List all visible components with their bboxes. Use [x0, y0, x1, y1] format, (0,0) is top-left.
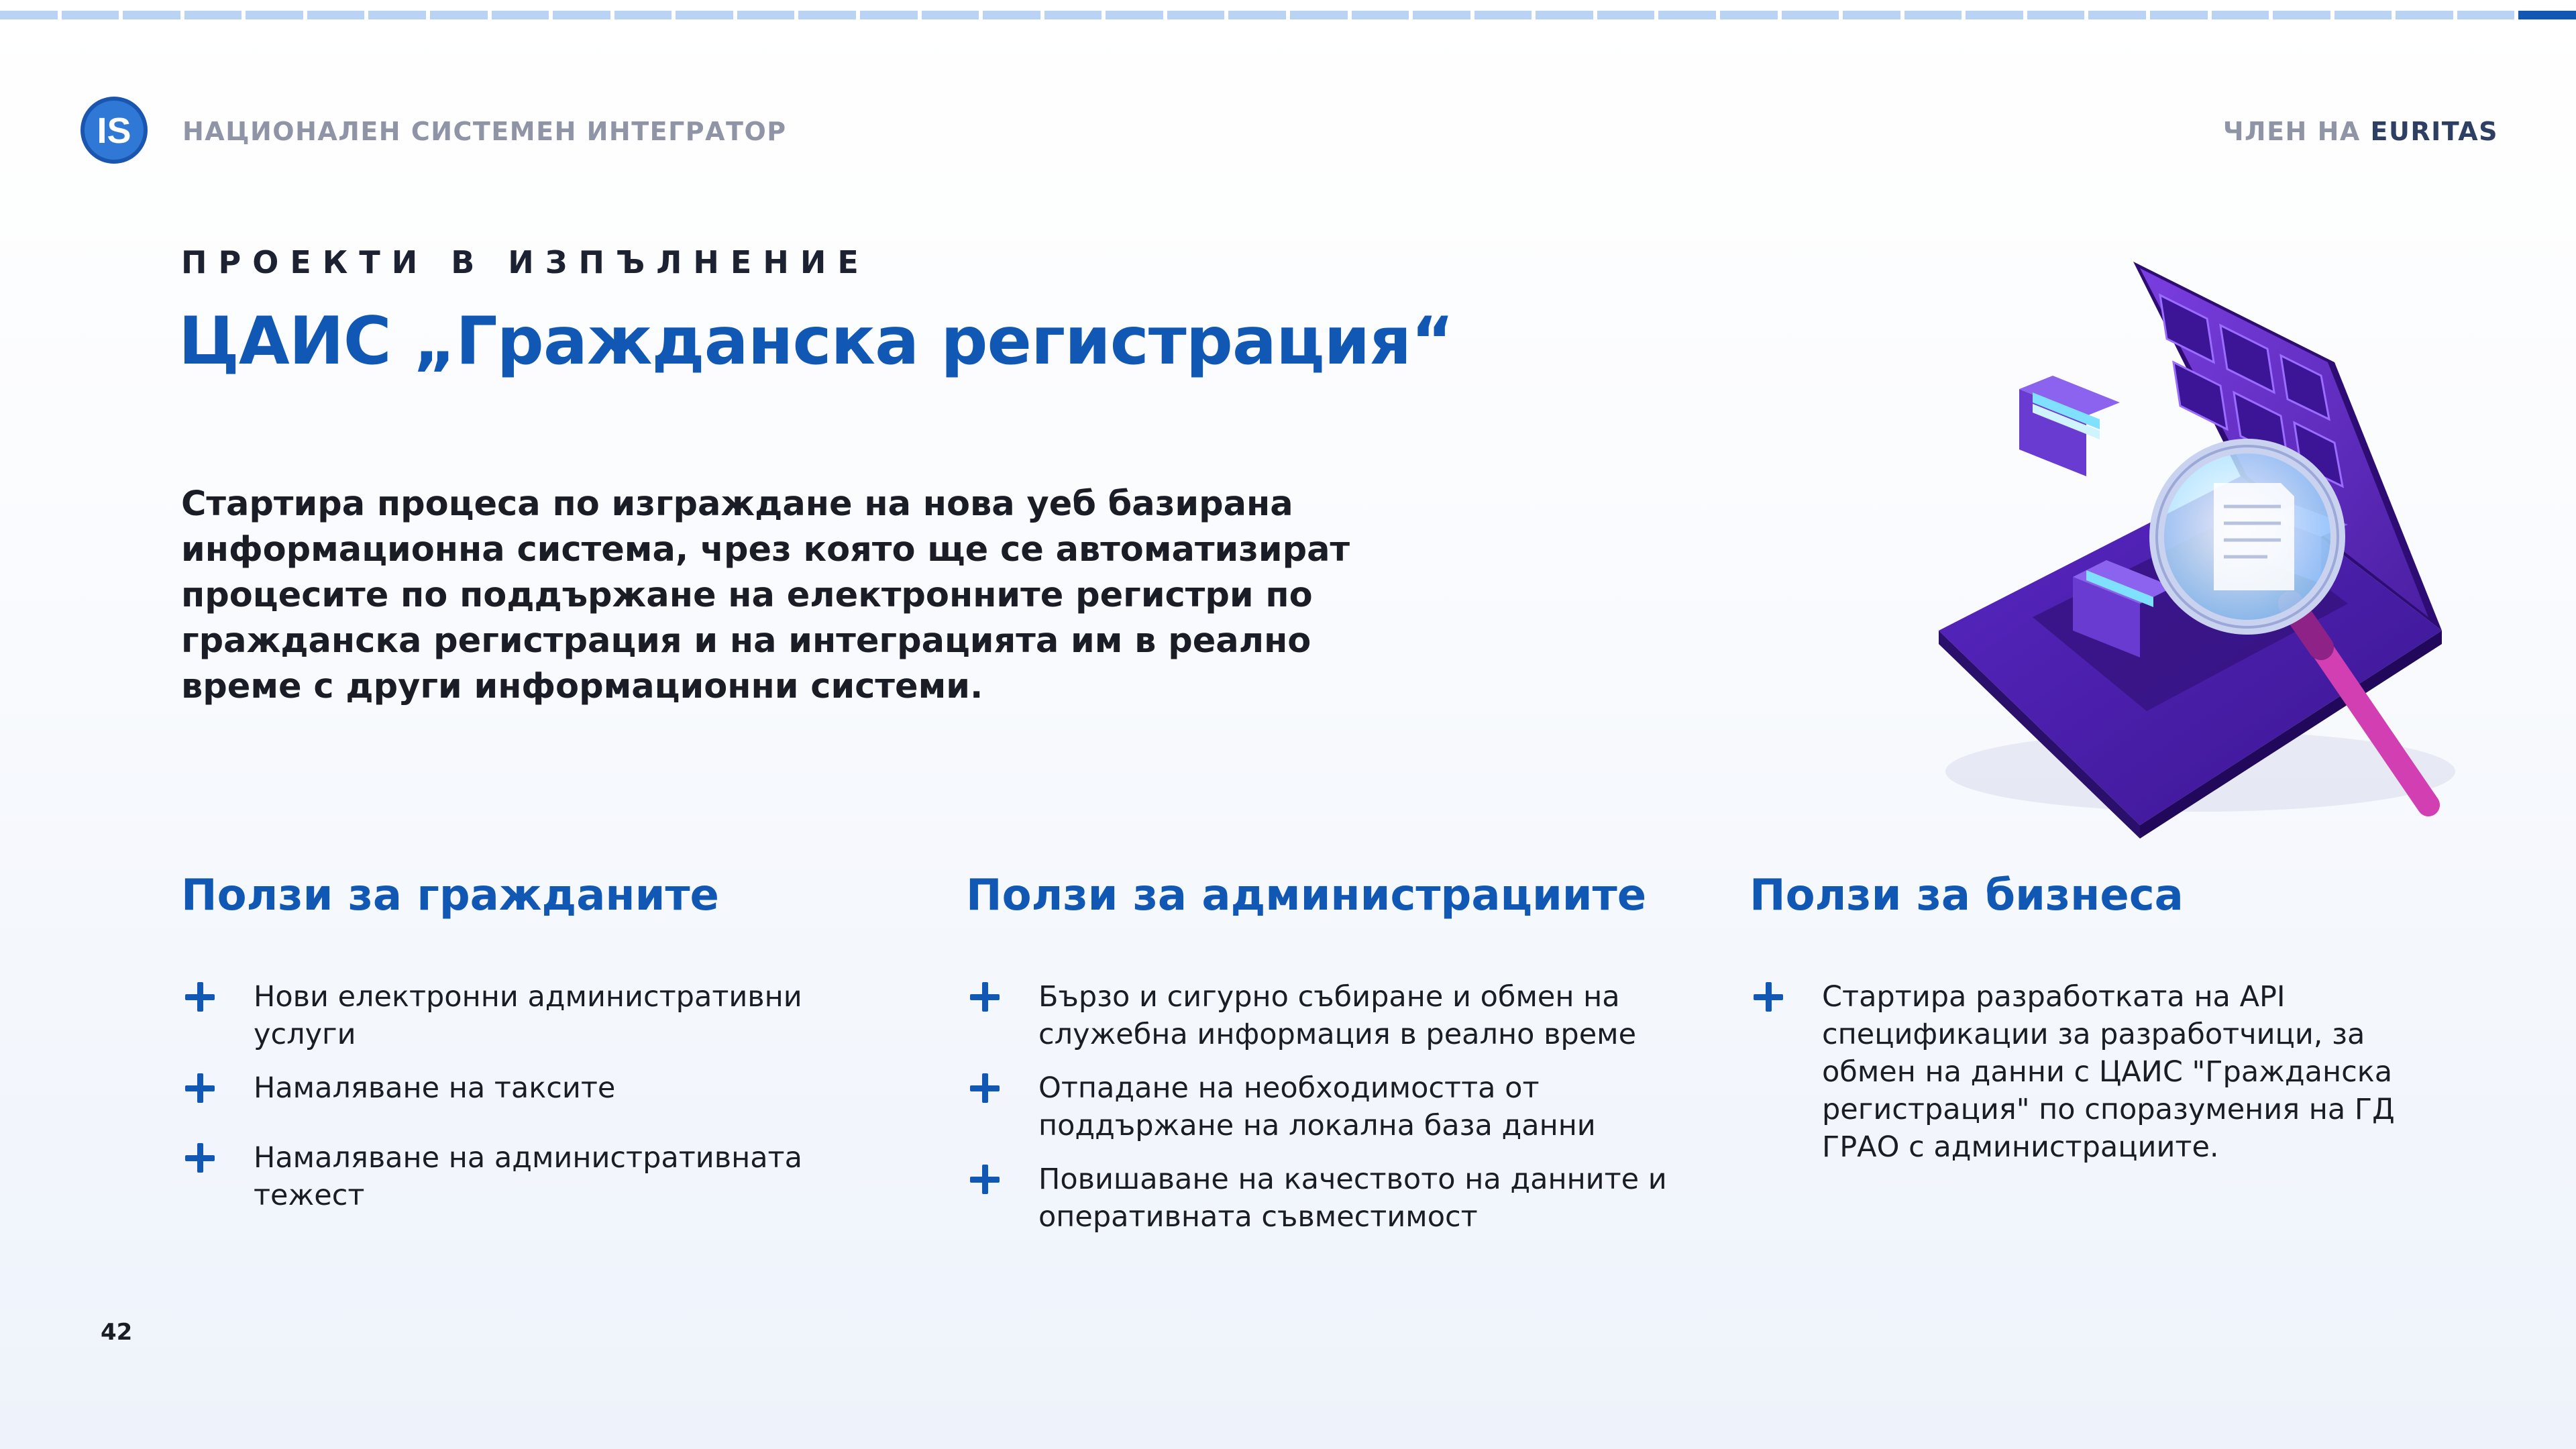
progress-segment	[2457, 11, 2515, 19]
progress-segment	[2273, 11, 2330, 19]
list-item: Повишаване на качеството на данните и оперативната съвместимост	[966, 1161, 1677, 1236]
column-heading: Ползи за администрациите	[966, 871, 1647, 920]
progress-segment-current	[2518, 11, 2576, 19]
progress-segment	[1966, 11, 2023, 19]
progress-segment	[1228, 11, 1286, 19]
intro-paragraph: Стартира процеса по изграждане на нова уеб базирана информационна система, чрез която ще се автоматизират процесите по поддържане на електронните регистри по гражданска регистрация и на интеграцията им в реално време с други информационни системи.	[181, 484, 1350, 706]
plus-icon	[970, 1073, 1000, 1103]
membership-label	[2223, 117, 2498, 146]
progress-segment	[430, 11, 488, 19]
progress-segment	[1658, 11, 1716, 19]
company-logo	[79, 95, 149, 165]
logo-text: IS	[97, 111, 131, 151]
progress-segment	[368, 11, 426, 19]
column-heading: Ползи за гражданите	[181, 871, 719, 920]
plus-icon	[970, 1165, 1000, 1194]
page-title: ЦАИС „Гражданска регистрация“	[178, 303, 1454, 380]
progress-segment	[492, 11, 549, 19]
progress-segment	[1904, 11, 1962, 19]
progress-segment	[553, 11, 610, 19]
list-item: Нови електронни административни услуги	[181, 978, 879, 1053]
progress-segment	[1290, 11, 1348, 19]
progress-segment	[798, 11, 856, 19]
slide-progress-bar	[0, 11, 2576, 20]
progress-segment	[62, 11, 119, 19]
progress-segment	[1352, 11, 1409, 19]
progress-segment	[0, 11, 58, 19]
plus-icon	[1754, 982, 1783, 1012]
progress-segment	[1044, 11, 1102, 19]
citizens-benefits-column	[181, 871, 879, 1230]
administrations-benefits-column	[966, 871, 1677, 1252]
list-item: Отпадане на необходимостта от поддържане на локална база данни	[966, 1069, 1677, 1144]
progress-segment	[2396, 11, 2453, 19]
progress-segment	[2150, 11, 2208, 19]
list-item: Намаляване на административната тежест	[181, 1139, 879, 1214]
progress-segment	[676, 11, 733, 19]
progress-segment	[737, 11, 795, 19]
progress-segment	[922, 11, 979, 19]
progress-segment	[1720, 11, 1778, 19]
progress-segment	[2088, 11, 2146, 19]
progress-segment	[1536, 11, 1593, 19]
progress-segment	[307, 11, 365, 19]
plus-icon	[970, 982, 1000, 1012]
progress-segment	[1167, 11, 1225, 19]
progress-segment	[246, 11, 303, 19]
member-name: EURITAS	[2370, 117, 2498, 146]
progress-segment	[614, 11, 672, 19]
progress-segment	[1413, 11, 1470, 19]
list-item: Намаляване на таксите	[181, 1069, 879, 1107]
progress-segment	[1843, 11, 1900, 19]
organization-name: НАЦИОНАЛЕН СИСТЕМЕН ИНТЕГРАТОР	[182, 117, 787, 146]
member-prefix: ЧЛЕН НА	[2222, 117, 2361, 146]
laptop-search-illustration	[1919, 255, 2455, 845]
progress-segment	[983, 11, 1040, 19]
progress-segment	[123, 11, 180, 19]
progress-segment	[1597, 11, 1655, 19]
progress-segment	[1106, 11, 1163, 19]
plus-icon	[185, 1073, 215, 1103]
progress-segment	[1474, 11, 1532, 19]
progress-segment	[860, 11, 918, 19]
progress-segment	[184, 11, 242, 19]
list-item: Бързо и сигурно събиране и обмен на служебна информация в реално време	[966, 978, 1677, 1053]
progress-segment	[2334, 11, 2392, 19]
column-heading: Ползи за бизнеса	[1750, 871, 2184, 920]
list-item: Стартира разработката на API спецификации за разработчици, за обмен на данни с ЦАИС "Гражданска регистрация" по споразумения на ГД ГРАО с администрациите.	[1750, 978, 2447, 1166]
section-label: ПРОЕКТИ В ИЗПЪЛНЕНИЕ	[181, 244, 870, 280]
business-benefits-column	[1750, 871, 2447, 1182]
progress-segment	[1782, 11, 1839, 19]
progress-segment	[2212, 11, 2269, 19]
plus-icon	[185, 982, 215, 1012]
plus-icon	[185, 1143, 215, 1173]
page-number: 42	[101, 1319, 133, 1346]
progress-segment	[2027, 11, 2085, 19]
